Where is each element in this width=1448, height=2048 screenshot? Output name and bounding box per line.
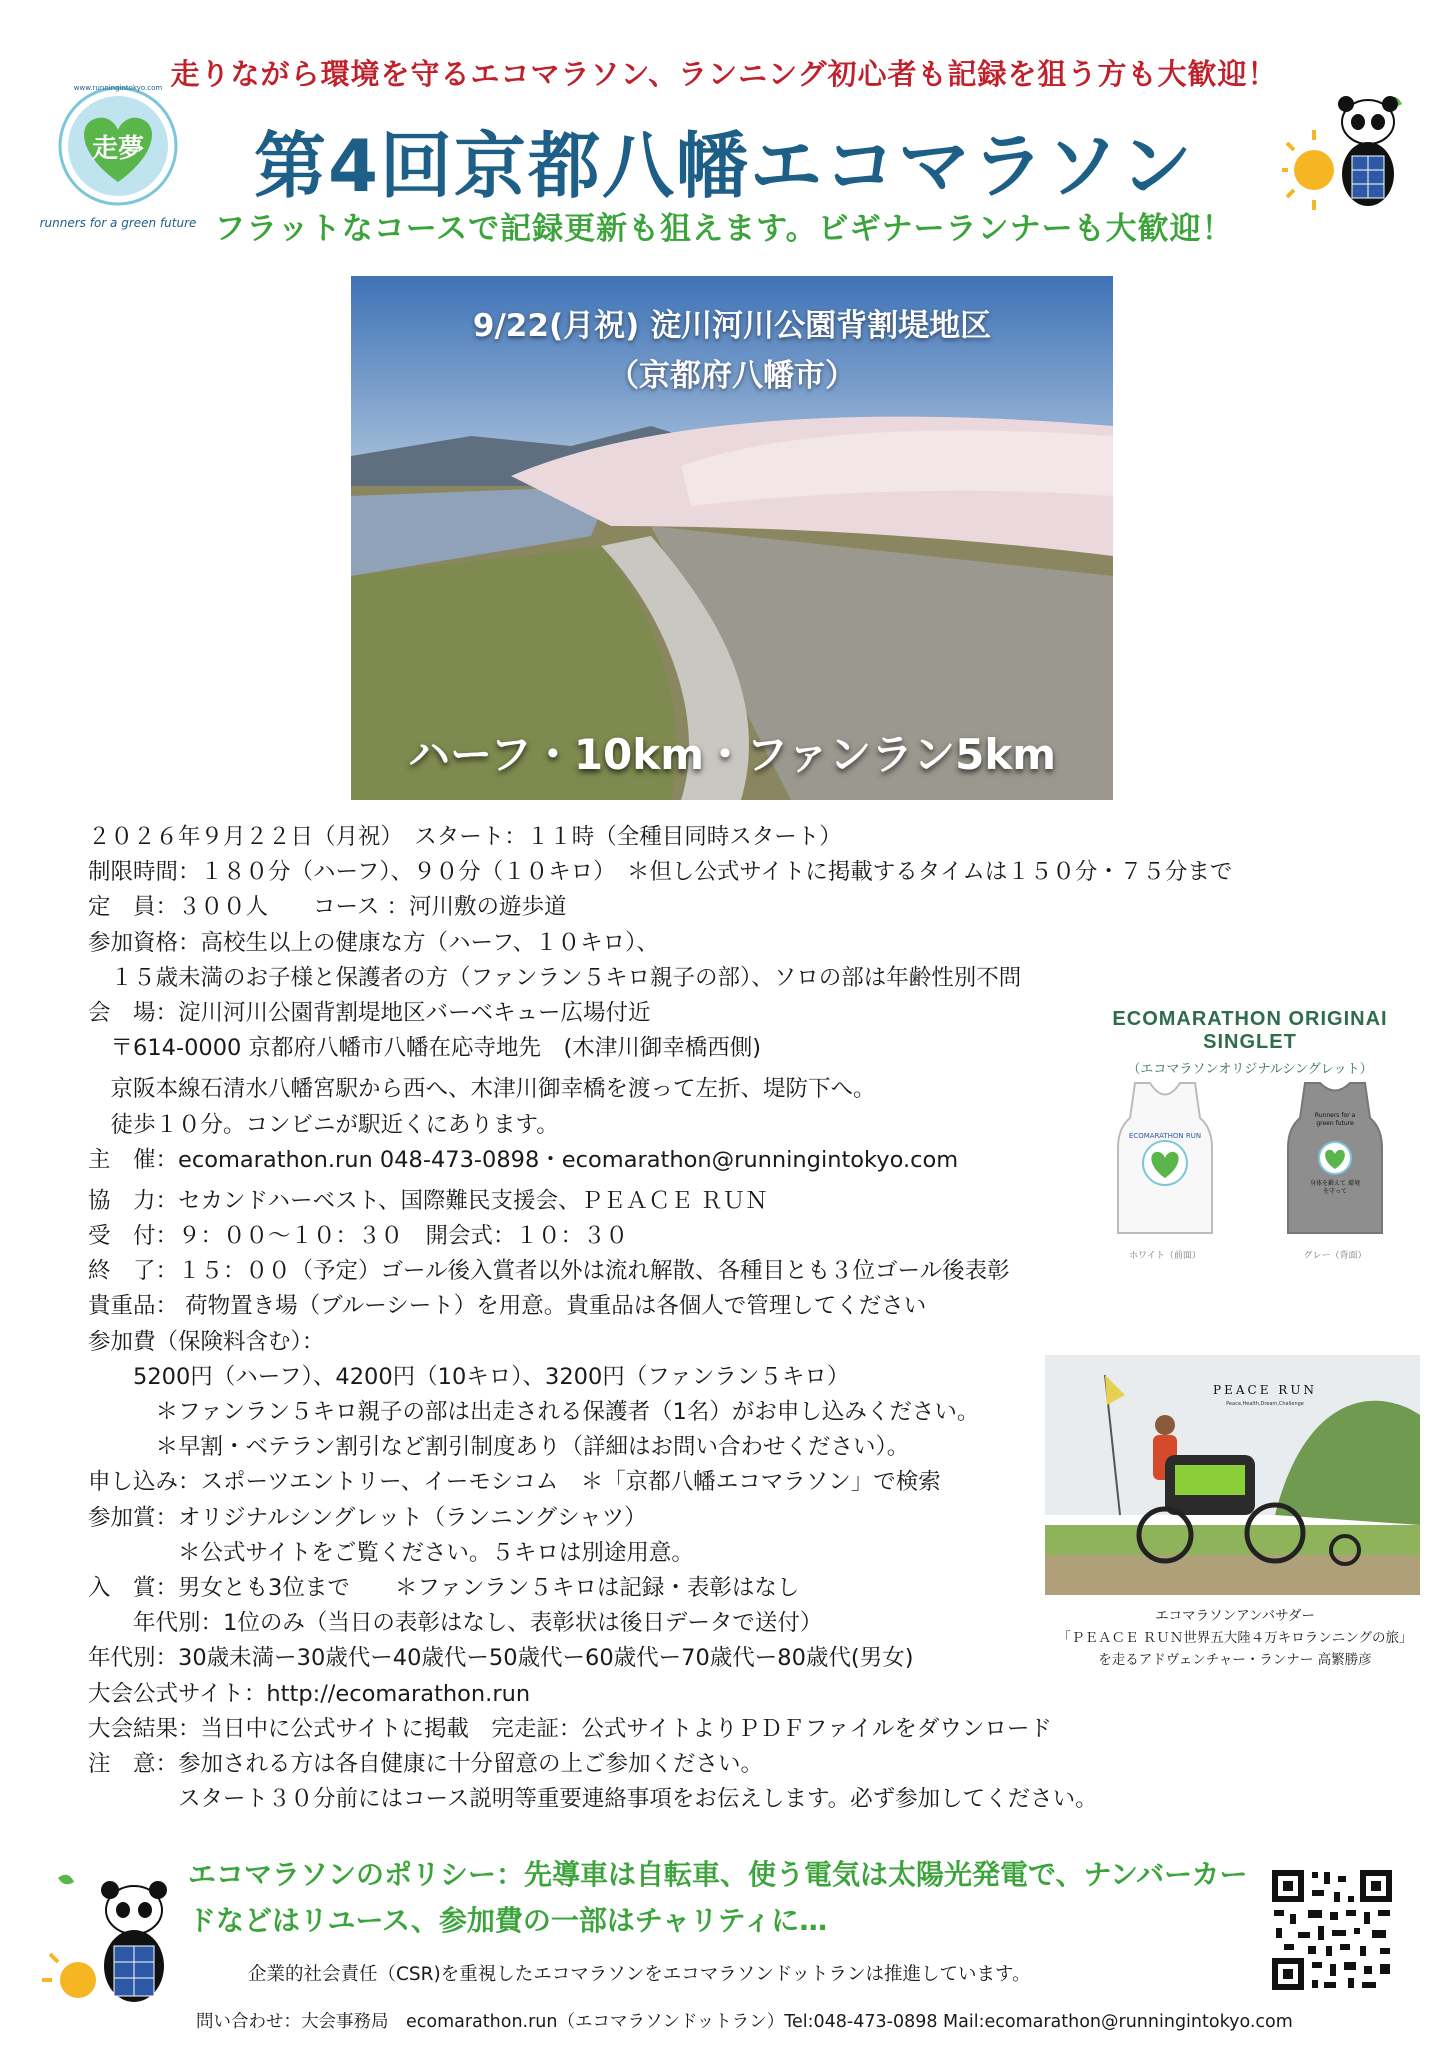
- ambassador-caption-2: 「ＰＥＡＣＥ ＲＵＮ世界五大陸４万キロランニングの旅」: [1057, 1630, 1413, 1646]
- info-line: 定 員：３００人 コース ：河川敷の遊歩道: [88, 894, 567, 921]
- logo-url: www.runningintokyo.com: [73, 84, 163, 92]
- page-title: 第4回京都八幡エコマラソン: [253, 124, 1195, 208]
- singlet-back-text-bottom: 身体を鍛えて 環境を守って: [1310, 1180, 1360, 1195]
- event-prefecture: （京都府八幡市）: [608, 358, 856, 394]
- info-line: 主 催：ecomarathon.run 048-473-0898・ecomarathon@runningintokyo.com: [88, 1146, 959, 1173]
- singlet-back-text-top: Runners for a green future: [1314, 1112, 1356, 1127]
- info-line: 〒614-0000 京都府八幡市八幡在応寺地先 (木津川御幸橋西側): [88, 1035, 762, 1062]
- panda-solar-mascot-bottom: [38, 1870, 188, 2010]
- ambassador-photo: [1045, 1355, 1420, 1595]
- event-course-photo: [351, 276, 1113, 800]
- race-distances: ハーフ・10km・ファンラン5km: [407, 730, 1057, 779]
- info-line: 大会公式サイト：http://ecomarathon.run: [88, 1680, 531, 1707]
- subtitle: フラットなコースで記録更新も狙えます。ビギナーランナーも大歓迎！: [214, 211, 1234, 247]
- gray-singlet-caption: グレー（背面）: [1303, 1251, 1367, 1261]
- info-line: 参加資格：高校生以上の健康な方（ハーフ、１０キロ）、: [88, 929, 659, 956]
- info-line: 参加賞：オリジナルシングレット（ランニングシャツ）: [88, 1504, 647, 1531]
- info-line: 会 場：淀川河川公園背割堤地区バーベキュー広場付近: [88, 999, 651, 1026]
- singlet-subtitle: （エコマラソンオリジナルシングレット）: [1127, 1062, 1373, 1077]
- csr-statement: 企業的社会責任（CSR)を重視したエコマラソンをエコマラソンドットランは推進しています。: [248, 1964, 1031, 1985]
- sun-icon: [1282, 130, 1334, 210]
- info-line: 入 賞：男女とも3位まで ＊ファンラン５キロは記録・表彰はなし: [88, 1574, 800, 1601]
- info-line: ＊ファンラン５キロ親子の部は出走される保護者（1名）がお申し込みください。: [88, 1399, 980, 1425]
- info-line: ＊早割・ベテラン割引など割引制度あり（詳細はお問い合わせください）。: [88, 1434, 910, 1461]
- info-line: 申し込み：スポーツエントリー、イーモシコム ＊「京都八幡エコマラソン」で検索: [88, 1469, 941, 1496]
- info-line: 制限時間：１８０分（ハーフ）、９０分（１０キロ） ＊但し公式サイトに掲載するタイムは１５０分・７５分まで: [88, 859, 1233, 886]
- qr-code[interactable]: [1268, 1866, 1396, 1994]
- logo-glyph: 走夢: [91, 134, 144, 164]
- ambassador-caption-3: を走るアドヴェンチャー・ランナー 高繁勝彦: [1098, 1652, 1372, 1668]
- info-line: ＊公式サイトをご覧ください。５キロは別途用意。: [88, 1539, 694, 1566]
- info-line: １５歳未満のお子様と保護者の方（ファンラン５キロ親子の部）、ソロの部は年齢性別不問: [88, 964, 1022, 991]
- sun-icon: [42, 1954, 96, 1998]
- info-line: ２０２６年９月２２日（月祝） スタート：１１時（全種目同時スタート）: [88, 824, 842, 850]
- info-line: 5200円（ハーフ）、4200円（10キロ）、3200円（ファンラン５キロ）: [88, 1363, 850, 1390]
- peace-run-banner: PEACE RUN: [1213, 1383, 1317, 1397]
- panda-solar-mascot: [1282, 90, 1422, 220]
- info-line: 年代別：1位のみ（当日の表彰はなし、表彰状は後日データで送付）: [88, 1610, 823, 1637]
- info-line: スタート３０分前にはコース説明等重要連絡事項をお伝えします。必ず参加してください。: [88, 1786, 1098, 1813]
- info-line: 受 付：９：００〜１０：３０ 開会式：１０：３０: [88, 1223, 629, 1250]
- info-line: 終 了：１５：００（予定）ゴール後入賞者以外は流れ解散、各種目とも３位ゴール後表彰: [88, 1258, 1010, 1285]
- info-line: 貴重品： 荷物置き場（ブルーシート）を用意。貴重品は各個人で管理してください: [88, 1293, 927, 1320]
- info-line: 大会結果：当日中に公式サイトに掲載 完走証：公式サイトよりＰＤＦファイルをダウンロード: [88, 1715, 1052, 1742]
- info-line: 参加費（保険料含む）：: [88, 1328, 325, 1355]
- singlet-panel: [1080, 1008, 1420, 1264]
- white-singlet-caption: ホワイト（前面）: [1129, 1251, 1201, 1261]
- ambassador-caption-1: エコマラソンアンバサダー: [1155, 1608, 1315, 1624]
- info-line: 京阪本線石清水八幡宮駅から西へ、木津川御幸橋を渡って左折、堤防下へ。: [88, 1076, 876, 1103]
- peace-run-banner-sub: Peace,Health,Dream,Challenge: [1226, 1401, 1304, 1407]
- event-date-venue: 9/22(月祝) 淀川河川公園背割堤地区: [472, 308, 992, 344]
- gray-singlet-image: [1270, 1078, 1400, 1238]
- info-line: 年代別：30歳未満ー30歳代ー40歳代ー50歳代ー60歳代ー70歳代ー80歳代(男女): [88, 1645, 914, 1672]
- info-line: 注 意：参加される方は各自健康に十分留意の上ご参加ください。: [88, 1750, 764, 1777]
- tagline: 走りながら環境を守るエコマラソン、ランニング初心者も記録を狙う方も大歓迎！: [170, 57, 1278, 91]
- info-line: 協 力：セカンドハーベスト、国際難民支援会、ＰＥＡＣＥ ＲＵＮ: [88, 1187, 768, 1214]
- singlet-front-text: ECOMARATHON RUN: [1128, 1132, 1202, 1140]
- logo-caption: runners for a green future: [39, 216, 197, 230]
- eco-policy: エコマラソンのポリシー：先導車は自転車、使う電気は太陽光発電で、ナンバーカードなどはリユース、参加費の一部はチャリティに…: [188, 1858, 1248, 1937]
- contact-info: 問い合わせ：大会事務局 ecomarathon.run（エコマラソンドットラン）Tel:048-473-0898 Mail:ecomarathon@runningintokyo.com: [196, 2012, 1293, 2032]
- runners-green-future-logo: [38, 84, 198, 254]
- info-line: 徒歩１０分。コンビニが駅近くにあります。: [88, 1111, 559, 1138]
- white-singlet-image: [1100, 1078, 1230, 1238]
- singlet-title: ECOMARATHON ORIGINAI SINGLET: [1112, 1008, 1388, 1053]
